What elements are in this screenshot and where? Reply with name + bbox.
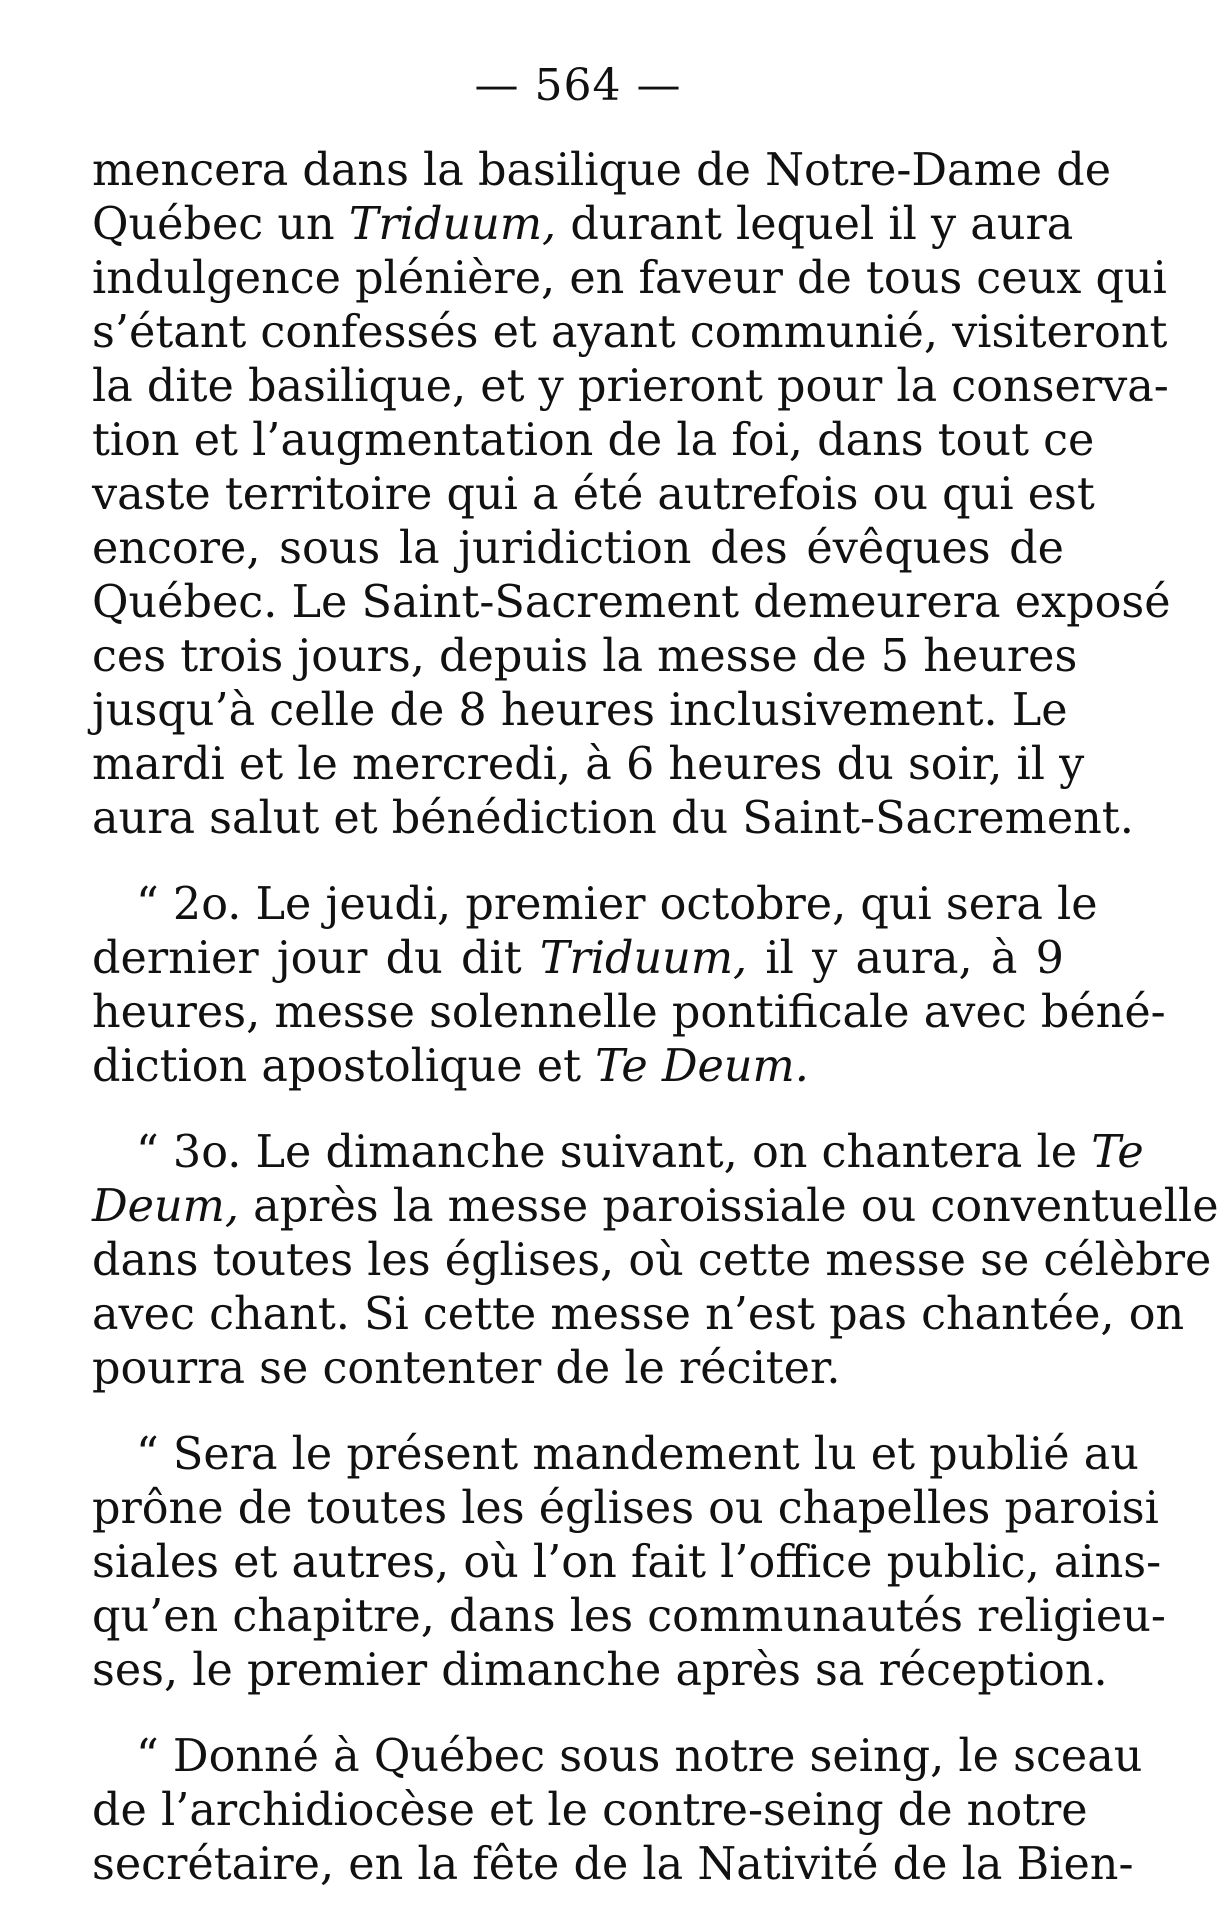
- text-line: [92, 576, 1171, 630]
- text-line: [92, 468, 1095, 522]
- text-segment: diction apostolique et: [92, 1041, 596, 1092]
- text-segment: encore, sous la juridiction des évêques de: [92, 523, 1064, 574]
- text-line: [92, 1730, 1143, 1784]
- text-line: [92, 198, 1074, 252]
- text-line: [92, 414, 1095, 468]
- text-segment: qu’en chapitre, dans les communautés religieu-: [92, 1591, 1166, 1642]
- text-line: [92, 252, 1167, 306]
- text-segment: prône de toutes les églises ou chapelles paroisi: [92, 1483, 1159, 1534]
- text-segment: Québec un: [92, 199, 349, 250]
- text-line: [92, 986, 1166, 1040]
- text-line: [92, 1482, 1159, 1536]
- text-segment: de l’archidiocèse et le contre-seing de notre: [92, 1785, 1088, 1836]
- paragraph: [92, 878, 1166, 1094]
- text-line: [92, 792, 1134, 846]
- text-segment: durant lequel il y aura: [556, 199, 1074, 250]
- text-segment: “ 2o. Le jeudi, premier octobre, qui sera le: [136, 879, 1098, 930]
- text-segment: jusqu’à celle de 8 heures inclusivement. Le: [92, 685, 1068, 736]
- text-segment: ces trois jours, depuis la messe de 5 heures: [92, 631, 1078, 682]
- text-line: [92, 630, 1078, 684]
- text-segment: ses, le premier dimanche après sa réception.: [92, 1645, 1108, 1696]
- text-segment: dernier jour du dit: [92, 933, 540, 984]
- text-segment: secrétaire, en la fête de la Nativité de la Bien-: [92, 1839, 1134, 1890]
- text-segment: “ Sera le présent mandement lu et publié au: [136, 1429, 1139, 1480]
- text-segment: “ Donné à Québec sous notre seing, le sceau: [136, 1731, 1143, 1782]
- italic-text: Te Deum.: [595, 1041, 809, 1092]
- paragraph: [92, 1428, 1166, 1698]
- italic-text: Triduum,: [348, 199, 557, 250]
- paragraph: [92, 144, 1171, 846]
- text-line: [92, 360, 1169, 414]
- text-line: [92, 1288, 1185, 1342]
- text-line: [92, 1040, 1064, 1094]
- page-number: — 564 —: [474, 60, 682, 111]
- text-segment: la dite basilique, et y prieront pour la conserva-: [92, 361, 1169, 412]
- text-line: [92, 306, 1168, 360]
- text-segment: tion et l’augmentation de la foi, dans tout ce: [92, 415, 1095, 466]
- text-segment: mardi et le mercredi, à 6 heures du soir, il y: [92, 739, 1085, 790]
- text-line: [92, 1180, 1219, 1234]
- text-segment: indulgence plénière, en faveur de tous ceux qui: [92, 253, 1167, 304]
- text-segment: mencera dans la basilique de Notre-Dame de: [92, 145, 1112, 196]
- text-line: [92, 144, 1112, 198]
- text-line: [92, 1590, 1166, 1644]
- paragraph: [92, 1126, 1219, 1396]
- text-line: [92, 1126, 1144, 1180]
- text-line: [92, 1536, 1162, 1590]
- text-segment: siales et autres, où l’on fait l’office public, ains-: [92, 1537, 1162, 1588]
- text-line: [92, 522, 1064, 576]
- text-segment: pourra se contenter de le réciter.: [92, 1343, 841, 1394]
- text-line: [92, 1784, 1088, 1838]
- text-segment: heures, messe solennelle pontificale avec béné-: [92, 987, 1166, 1038]
- body-text: [92, 144, 1219, 1892]
- text-segment: dans toutes les églises, où cette messe se célèbre: [92, 1235, 1212, 1286]
- italic-text: Te: [1091, 1127, 1144, 1178]
- text-segment: s’étant confessés et ayant communié, visiteront: [92, 307, 1168, 358]
- text-line: [92, 1838, 1134, 1892]
- book-page: [92, 58, 1219, 1924]
- text-line: [92, 878, 1098, 932]
- text-segment: aura salut et bénédiction du Saint-Sacrement.: [92, 793, 1134, 844]
- text-segment: avec chant. Si cette messe n’est pas chantée, on: [92, 1289, 1185, 1340]
- text-line: [92, 1644, 1108, 1698]
- text-segment: après la messe paroissiale ou conventuelle: [239, 1181, 1219, 1232]
- paragraph: [92, 1730, 1143, 1892]
- text-line: [92, 932, 1064, 986]
- italic-text: Deum,: [92, 1181, 240, 1232]
- text-line: [92, 1234, 1212, 1288]
- italic-text: Triduum,: [539, 933, 748, 984]
- text-segment: “ 3o. Le dimanche suivant, on chantera le: [136, 1127, 1092, 1178]
- text-line: [92, 684, 1068, 738]
- text-segment: Québec. Le Saint-Sacrement demeurera exposé: [92, 577, 1171, 628]
- text-segment: il y aura, à 9: [747, 933, 1064, 984]
- text-line: [92, 738, 1085, 792]
- text-line: [92, 1342, 1064, 1396]
- text-segment: vaste territoire qui a été autrefois ou qui est: [92, 469, 1095, 520]
- text-line: [92, 1428, 1139, 1482]
